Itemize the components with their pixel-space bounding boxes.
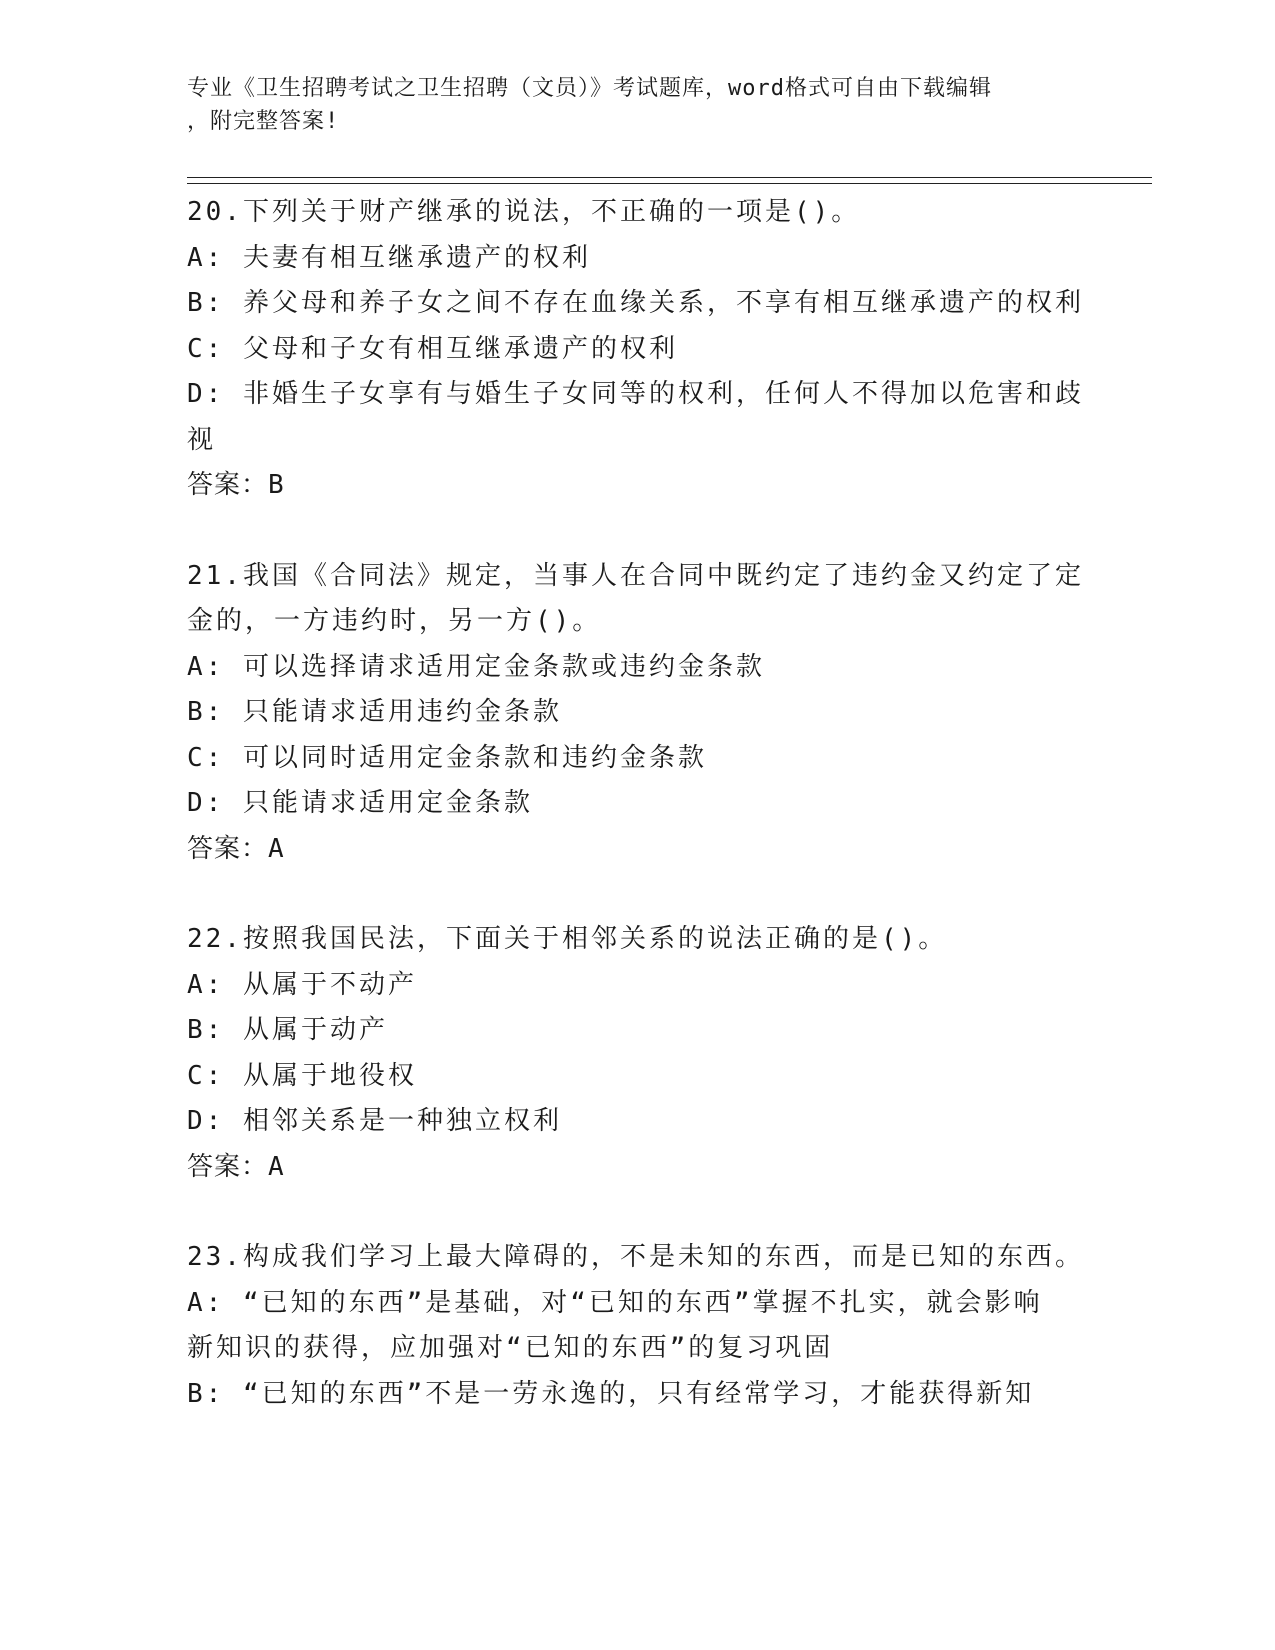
option-c: C: 从属于地役权 [187,1060,417,1091]
option-c: C: 父母和子女有相互继承遗产的权利 [187,333,678,364]
option-a: A: 从属于不动产 [187,969,417,1000]
option-a: A: “已知的东西”是基础，对“已知的东西”掌握不扎实，就会影响 [187,1287,1043,1318]
option-a: A: 夫妻有相互继承遗产的权利 [187,242,591,273]
header-divider-top [187,177,1152,178]
option-d-continued: 视 [187,424,217,455]
option-b: B: 从属于动产 [187,1015,388,1045]
question-stem: 21.我国《合同法》规定，当事人在合同中既约定了违约金又约定了定 [187,560,1084,591]
option-a: A: 可以选择请求适用定金条款或违约金条款 [187,651,765,682]
header-line-2: ，附完整答案! [187,109,340,134]
header-line-1: 专业《卫生招聘考试之卫生招聘（文员）》考试题库，word格式可自由下载编辑 [187,76,992,101]
option-b: B: “已知的东西”不是一劳永逸的，只有经常学习，才能获得新知 [187,1378,1035,1409]
answer: 答案：A [187,833,285,864]
option-a-continued: 新知识的获得，应加强对“已知的东西”的复习巩固 [187,1333,834,1363]
option-c: C: 可以同时适用定金条款和违约金条款 [187,742,707,773]
question-stem: 20.下列关于财产继承的说法，不正确的一项是()。 [187,197,861,227]
option-d: D: 相邻关系是一种独立权利 [187,1106,562,1136]
answer: 答案：B [187,470,285,500]
question-list [187,190,1087,1462]
header-divider-bottom [187,183,1152,184]
question-21 [187,554,1087,873]
question-20 [187,190,1087,509]
option-b: B: 只能请求适用违约金条款 [187,697,562,727]
question-stem-continued: 金的，一方违约时，另一方()。 [187,606,602,636]
question-stem: 23.构成我们学习上最大障碍的，不是未知的东西，而是已知的东西。 [187,1242,1084,1272]
option-d: D: 非婚生子女享有与婚生子女同等的权利，任何人不得加以危害和歧 [187,379,1084,409]
question-22 [187,917,1087,1190]
answer: 答案：A [187,1151,285,1182]
question-stem: 22.按照我国民法，下面关于相邻关系的说法正确的是()。 [187,924,948,954]
option-b: B: 养父母和养子女之间不存在血缘关系，不享有相互继承遗产的权利 [187,288,1084,318]
question-23 [187,1235,1087,1417]
document-header [187,72,1067,138]
option-d: D: 只能请求适用定金条款 [187,788,533,818]
